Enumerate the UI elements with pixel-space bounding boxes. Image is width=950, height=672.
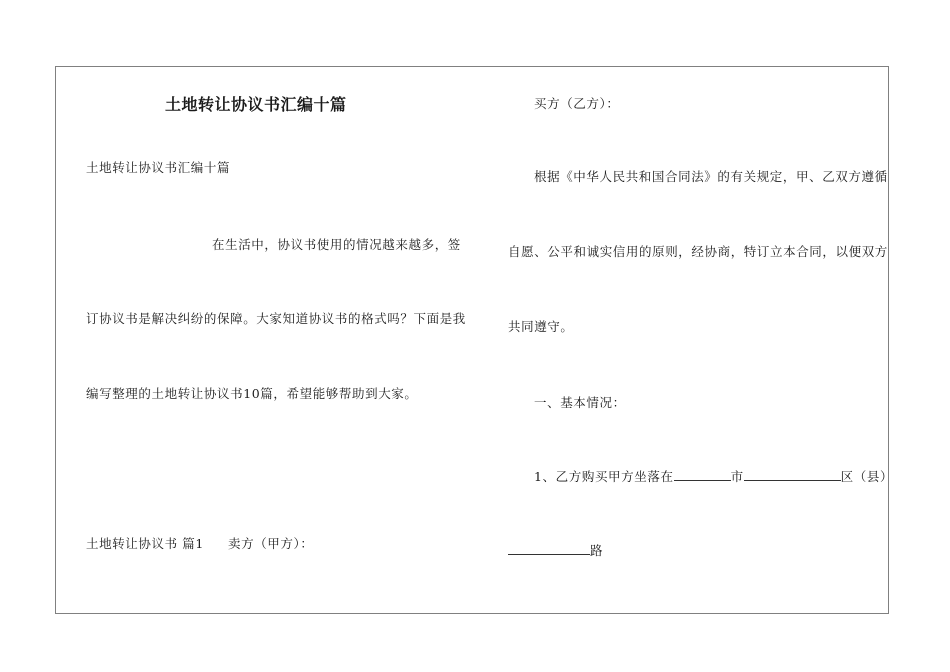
intro-line-1: 在生活中，协议书使用的情况越来越多，签 [212,237,461,252]
paragraph-1-line-2: 自愿、公平和诚实信用的原则，经协商，特订立本合同，以便双方 [508,244,888,259]
document-heading: 土地转让协议书汇编十篇 [165,95,347,114]
buyer-label: 买方（乙方）： [534,96,620,111]
road-label: 路 [590,543,604,558]
road-blank [508,542,590,555]
paragraph-1-line-1: 根据《中华人民共和国合同法》的有关规定，甲、乙双方遵循 [534,169,888,184]
intro-line-3: 编写整理的土地转让协议书10篇，希望能够帮助到大家。 [86,386,418,401]
item-1-line [534,467,893,485]
basic-info-heading: 一、基本情况： [534,395,626,410]
district-blank [744,468,841,481]
document-page [55,66,889,614]
paragraph-1-line-3: 共同遵守。 [508,319,574,334]
item-1-prefix: 1、乙方购买甲方坐落在 [534,469,674,484]
district-label: 区（县） [840,469,894,484]
seller-label: 卖方（甲方）： [228,536,314,551]
item-1-road-line [508,541,603,559]
document-subtitle: 土地转让协议书汇编十篇 [86,160,231,175]
section-title: 土地转让协议书 篇1 [86,536,204,551]
city-label: 市 [730,469,744,484]
city-blank [674,468,731,481]
intro-line-2: 订协议书是解决纠纷的保障。大家知道协议书的格式吗？下面是我 [86,311,466,326]
